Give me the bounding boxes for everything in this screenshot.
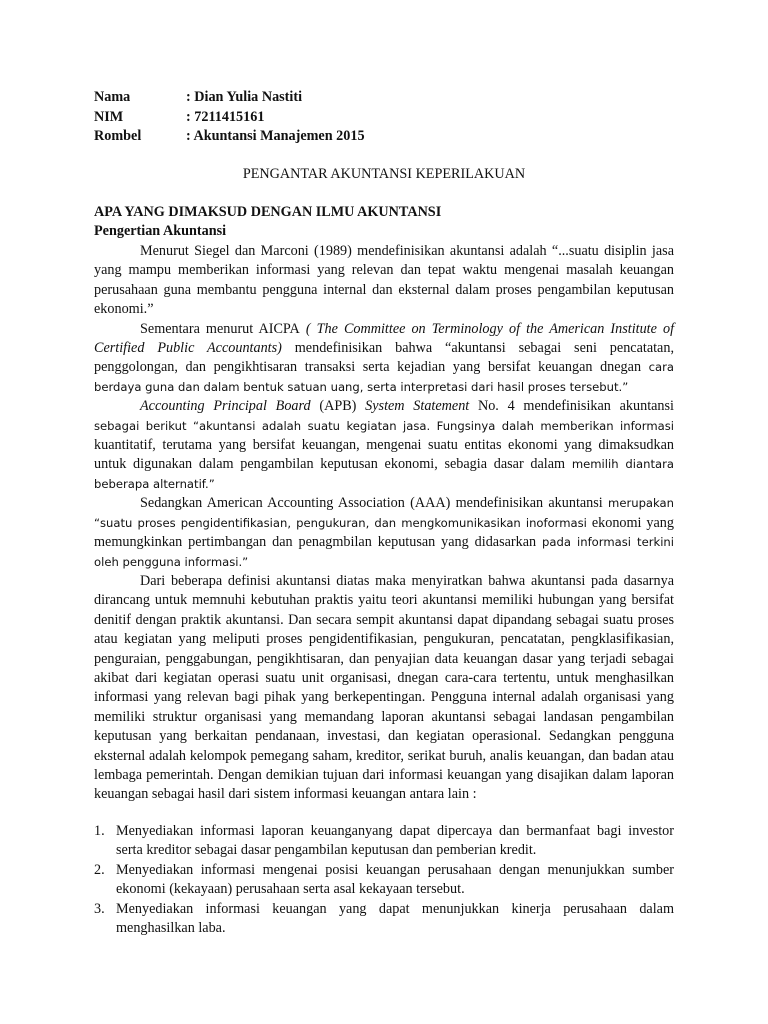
apb-italic-a: Accounting Principal Board — [140, 398, 311, 415]
list-item — [94, 900, 674, 939]
rombel-value: : Akuntansi Manajemen 2015 — [186, 128, 365, 144]
paragraph-siegel — [94, 242, 674, 320]
aaa-text-a: Sedangkan American Accounting Association (AAA) mendefinisikan akuntansi — [140, 495, 609, 512]
section-heading: APA YANG DIMAKSUD DENGAN ILMU AKUNTANSI — [94, 204, 442, 220]
student-info — [94, 88, 365, 147]
objectives-list — [94, 822, 674, 938]
list-item-text: Menyediakan informasi keuangan yang dapat menunjukkan kinerja perusahaan dalam menghasilkan laba. — [116, 900, 674, 937]
nim-label: NIM — [94, 108, 124, 125]
document-title: PENGANTAR AKUNTANSI KEPERILAKUAN — [242, 166, 526, 182]
list-item-text: Menyediakan informasi mengenai posisi keuangan perusahaan dengan menunjukkan sumber ekonomi (kekayaan) perusahaan serta asal kekayaan tersebut. — [116, 861, 674, 898]
nama-label: Nama — [94, 89, 131, 105]
nama-value: : Dian Yulia Nastiti — [186, 89, 303, 105]
paragraph-aaa — [94, 494, 674, 572]
paragraph-apb — [94, 397, 674, 494]
apb-text-d: No. 4 mendefinisikan akuntansi — [469, 398, 674, 415]
aaa-text-b: merupakan “suatu proses pengidentifikasian, pengukuran, dan mengkomunikasikan inoformasi — [94, 496, 674, 530]
list-item-text: Menyediakan informasi laporan keuanganyang dapat dipercaya dan bermanfaat bagi investor serta kreditor sebagai dasar pengambilan keputusan dan pemberian kredit. — [116, 823, 674, 859]
nim-row — [94, 108, 365, 128]
aaa-text-d: pada informasi terkini oleh pengguna informasi.” — [94, 535, 674, 569]
paragraph-siegel-text: Menurut Siegel dan Marconi (1989) mendefinisikan akuntansi adalah “...suatu disiplin jasa yang mampu memberikan informasi yang relevan dan tepat waktu mengenai masalah keuangan perusahaan guna membantu pengguna internal dan eksternal dalam proses pengambilan keputusan ekonomi.” — [94, 243, 674, 318]
nama-row — [94, 88, 365, 108]
rombel-row — [94, 127, 365, 147]
list-item-number: 2. — [94, 861, 105, 878]
subsection-heading: Pengertian Akuntansi — [94, 223, 227, 239]
paragraph-aicpa — [94, 320, 674, 398]
apb-italic-c: System Statement — [365, 398, 470, 415]
paragraph-summary: Dari beberapa definisi akuntansi diatas maka menyiratkan bahwa akuntansi pada dasarnya dirancang untuk memnuhi kebutuhan praktis yaitu teori akuntansi memiliki hubungan yang bersifat denitif dengan praktik akuntansi. Dan secara sempit akuntansi dapat dipandang sebagai suatu proses atau kegiatan yang meliputi proses pengidentifikasian, pengukuran, pencatatan, pengklasifikasian, penguraian, penggabungan, pengikhtisaran, dan penyajian data keuangan dasar yang terjadi sebagai akibat dari kegiatan operasi suatu unit organisasi, dnegan cara-cara tertentu, untuk menghasilkan informasi yang relevan bagi pihak yang berkepentingan. Pengguna internal adalah organisasi yang memiliki struktur organisasi yang memandang laporan akuntansi sebagai landasan pengambilan keputusan yang berkaitan pendanaan, investasi, dan kegiatan operasional. Sedangkan pengguna eksternal adalah kelompok pemegang saham, kreditor, serikat buruh, analis keuangan, dan badan atau lembaga pemerintah. Dengan demikian tujuan dari informasi keuangan yang disajikan dalam laporan keuangan sebagai hasil dari sistem informasi keuangan antara lain : — [94, 572, 674, 803]
list-item — [94, 861, 674, 900]
aicpa-text-c: mendefinisikan bahwa “akuntansi sebagai seni pencatatan, penggolongan, dan pengikhtisaran transaksi serta kejadian yang bersifat keuangan dnegan — [94, 340, 674, 376]
nim-value: : 7211415161 — [186, 108, 265, 125]
apb-text-g: memilih diantara beberapa alternatif.” — [94, 457, 674, 491]
aicpa-text-a: Sementara menurut AICPA — [140, 320, 300, 337]
apb-text-b: (APB) — [310, 398, 366, 415]
aicpa-italic: ( The Committee on Terminology of the American Institute of Certified Public Accountants) — [94, 320, 675, 357]
apb-text-e: sebagai berikut “akuntansi adalah suatu kegiatan jasa. Fungsinya dalah memberikan informasi — [94, 418, 674, 433]
list-item-number: 1. — [94, 823, 105, 839]
rombel-label: Rombel — [94, 128, 142, 144]
body-text — [94, 242, 674, 805]
list-item — [94, 822, 674, 861]
apb-text-f: kuantitatif, terutama yang bersifat keuangan, mengenai suatu entitas ekonomi yang dimaksudkan untuk digunakan dalam pengambilan keputusan ekonomi, sebagia dasar dalam — [94, 437, 674, 473]
aaa-text-c: ekonomi yang memungkinkan pertimbangan dan penagmbilan keputusan yang didasarkan — [94, 514, 674, 551]
aicpa-text-d: cara berdaya guna dan dalam bentuk satuan uang, serta interpretasi dari hasil proses tersebut.” — [94, 360, 674, 394]
list-item-number: 3. — [94, 900, 105, 917]
